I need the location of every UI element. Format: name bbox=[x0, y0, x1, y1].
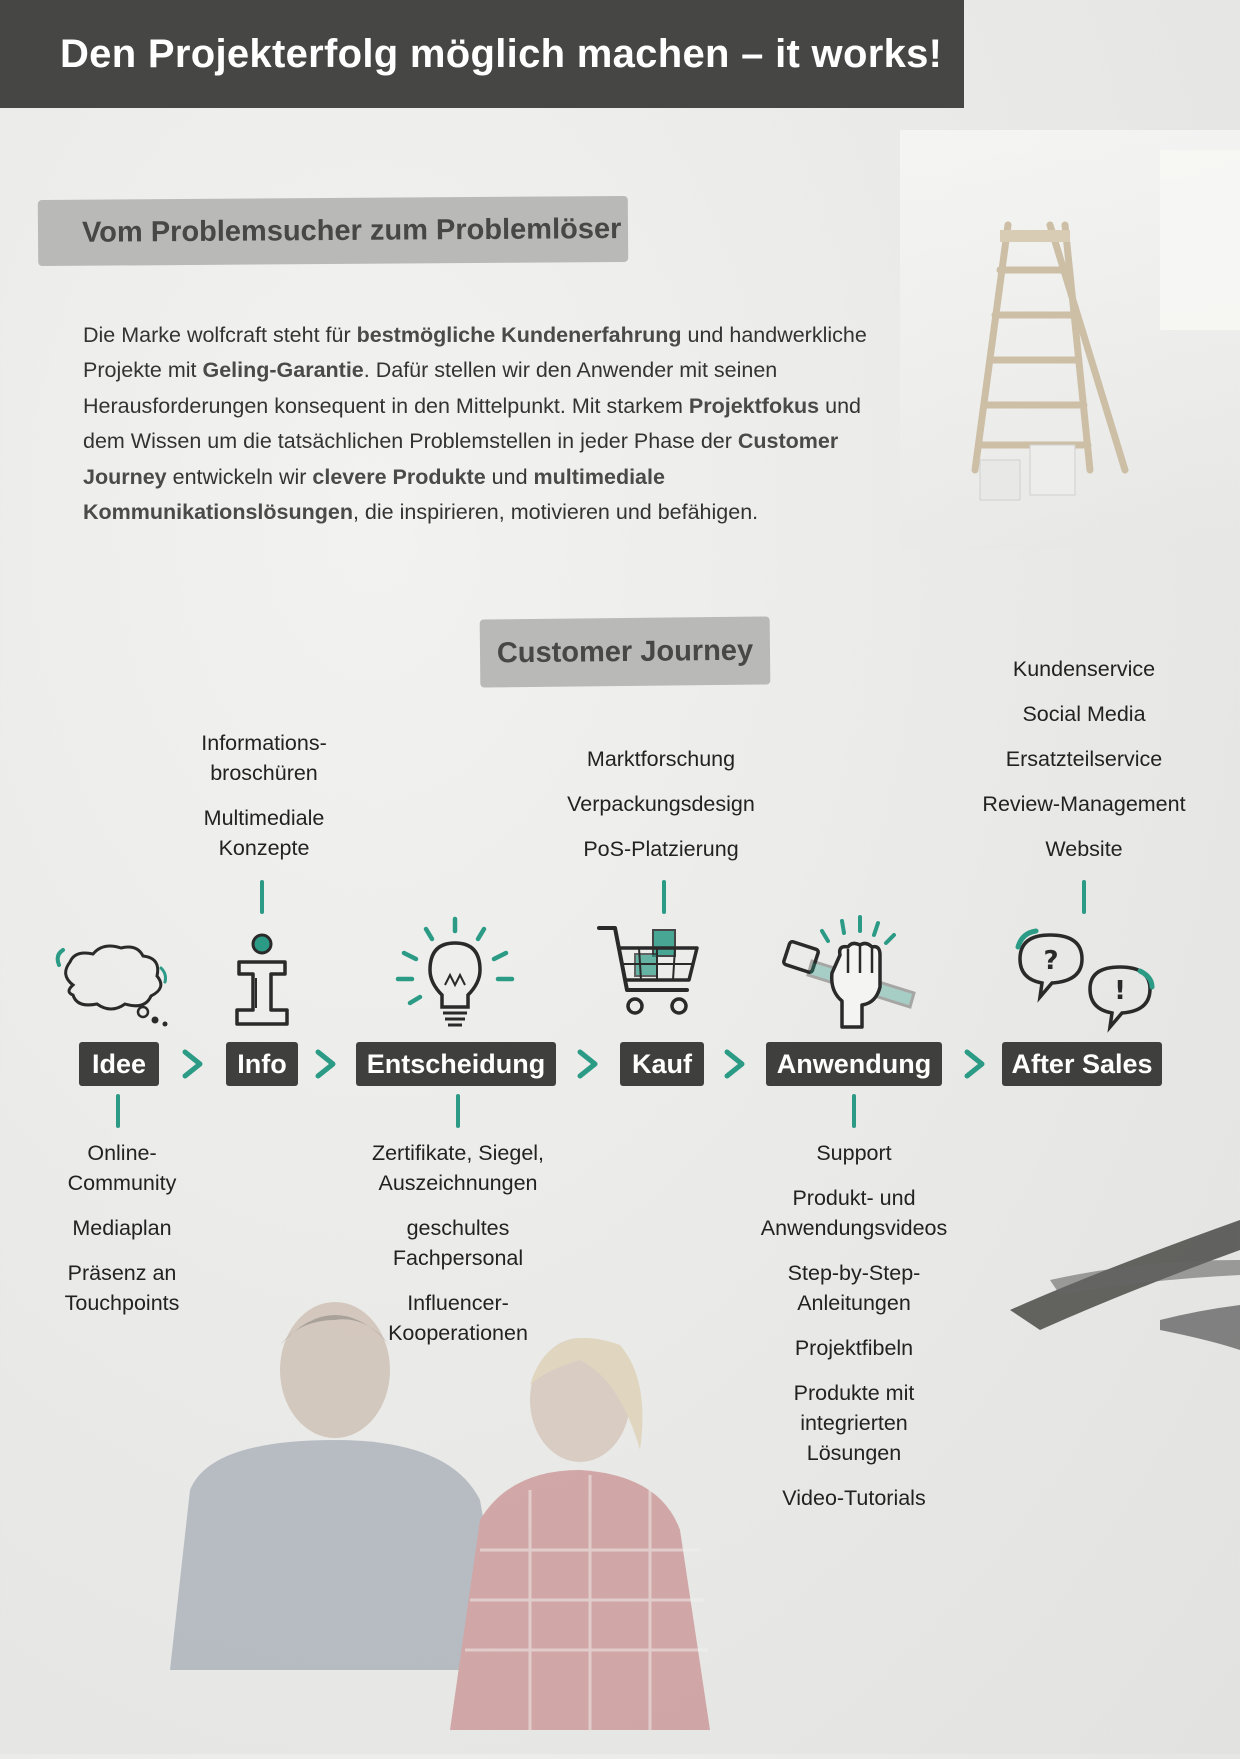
stage-items-above bbox=[964, 654, 1204, 879]
intro-emphasis: Customer Journey bbox=[83, 429, 839, 489]
connector-tick bbox=[852, 1094, 856, 1128]
hammer-hand-icon bbox=[782, 915, 922, 1035]
journey-item: Informations- broschüren bbox=[201, 731, 327, 785]
intro-emphasis: Geling-Garantie bbox=[202, 358, 364, 382]
section-heading: Vom Problemsucher zum Problemlöser bbox=[38, 196, 628, 266]
journey-item: Verpackungsdesign bbox=[567, 792, 755, 816]
stage-label-anwendung: Anwendung bbox=[766, 1042, 942, 1086]
journey-item: Review-Management bbox=[982, 792, 1186, 816]
intro-paragraph bbox=[83, 318, 903, 531]
thought-cloud-icon bbox=[55, 940, 175, 1030]
chevron-right-icon bbox=[575, 1046, 601, 1082]
stage-items-below bbox=[36, 1138, 208, 1333]
journey-item: Multimediale Konzepte bbox=[203, 806, 325, 860]
journey-item: Video-Tutorials bbox=[782, 1486, 926, 1510]
chevron-right-icon bbox=[962, 1046, 988, 1082]
connector-tick bbox=[662, 880, 666, 914]
journey-item: Online- Community bbox=[67, 1141, 177, 1195]
stage-label-kauf: Kauf bbox=[620, 1042, 704, 1086]
intro-text-run: und bbox=[485, 464, 534, 489]
intro-text-run: . Dafür stellen wir den Anwender mit seinen Herausforderungen konsequent in den Mittelpunkt. Mit starkem bbox=[83, 358, 778, 418]
intro-text-run: Die Marke wolfcraft steht für bbox=[83, 322, 357, 347]
connector-tick bbox=[116, 1094, 120, 1128]
journey-item: Mediaplan bbox=[72, 1216, 172, 1240]
journey-item: Ersatzteilservice bbox=[1005, 747, 1163, 771]
stage-items-below bbox=[744, 1138, 964, 1528]
decorative-brush-stroke bbox=[1010, 1210, 1240, 1360]
journey-item: Kundenservice bbox=[1012, 657, 1156, 681]
stage-label-idee: Idee bbox=[79, 1042, 159, 1086]
chevron-right-icon bbox=[180, 1046, 206, 1082]
journey-item: Support bbox=[816, 1141, 892, 1165]
intro-emphasis: multimediale Kommunikationslösungen bbox=[83, 464, 665, 524]
page-title: Den Projekterfolg möglich machen – it works! bbox=[60, 31, 943, 76]
journey-item: Präsenz an Touchpoints bbox=[64, 1261, 180, 1315]
journey-item: Produkt- und Anwendungsvideos bbox=[760, 1186, 948, 1240]
background-photo-room bbox=[900, 130, 1240, 550]
journey-item: geschultes Fachpersonal bbox=[392, 1216, 524, 1270]
intro-emphasis: bestmögliche Kundenerfahrung bbox=[356, 322, 682, 347]
intro-text-run: und dem Wissen um die tatsächlichen Problemstellen in jeder Phase der bbox=[83, 393, 861, 453]
chevron-right-icon bbox=[313, 1046, 339, 1082]
journey-item: Social Media bbox=[1022, 702, 1146, 726]
journey-item: Website bbox=[1045, 837, 1123, 861]
stage-label-entscheidung: Entscheidung bbox=[356, 1042, 556, 1086]
connector-tick bbox=[1082, 880, 1086, 914]
shopping-cart-icon bbox=[595, 920, 705, 1025]
intro-text-run: entwickeln wir bbox=[166, 464, 313, 489]
journey-heading: Customer Journey bbox=[480, 616, 771, 687]
chevron-right-icon bbox=[722, 1046, 748, 1082]
journey-item: Zertifikate, Siegel, Auszeichnungen bbox=[371, 1141, 545, 1195]
stage-items-above bbox=[540, 744, 782, 879]
stage-label-after-sales: After Sales bbox=[1002, 1042, 1162, 1086]
lightbulb-icon bbox=[390, 915, 520, 1035]
journey-item: Projektfibeln bbox=[794, 1336, 914, 1360]
journey-item: Step-by-Step- Anleitungen bbox=[787, 1261, 921, 1315]
stage-label-info: Info bbox=[226, 1042, 298, 1086]
stage-items-below bbox=[346, 1138, 570, 1363]
journey-item: Marktforschung bbox=[586, 747, 736, 771]
intro-emphasis: clevere Produkte bbox=[312, 464, 486, 489]
svg-text:!: ! bbox=[1114, 976, 1126, 1006]
intro-emphasis: Projektfokus bbox=[688, 393, 820, 418]
speech-bubbles-icon bbox=[1010, 925, 1160, 1035]
svg-text:?: ? bbox=[1043, 946, 1059, 976]
title-bar bbox=[0, 0, 964, 108]
connector-tick bbox=[456, 1094, 460, 1128]
connector-tick bbox=[260, 880, 264, 914]
journey-item: Influencer- Kooperationen bbox=[388, 1291, 528, 1345]
journey-item: Produkte mit integrierten Lösungen bbox=[793, 1381, 915, 1465]
info-icon bbox=[225, 928, 300, 1033]
intro-text-run: und handwerkliche Projekte mit bbox=[83, 322, 867, 382]
intro-text-run: , die inspirieren, motivieren und befähigen. bbox=[352, 500, 759, 524]
journey-item: PoS-Platzierung bbox=[583, 837, 739, 861]
stage-items-above bbox=[174, 728, 354, 878]
